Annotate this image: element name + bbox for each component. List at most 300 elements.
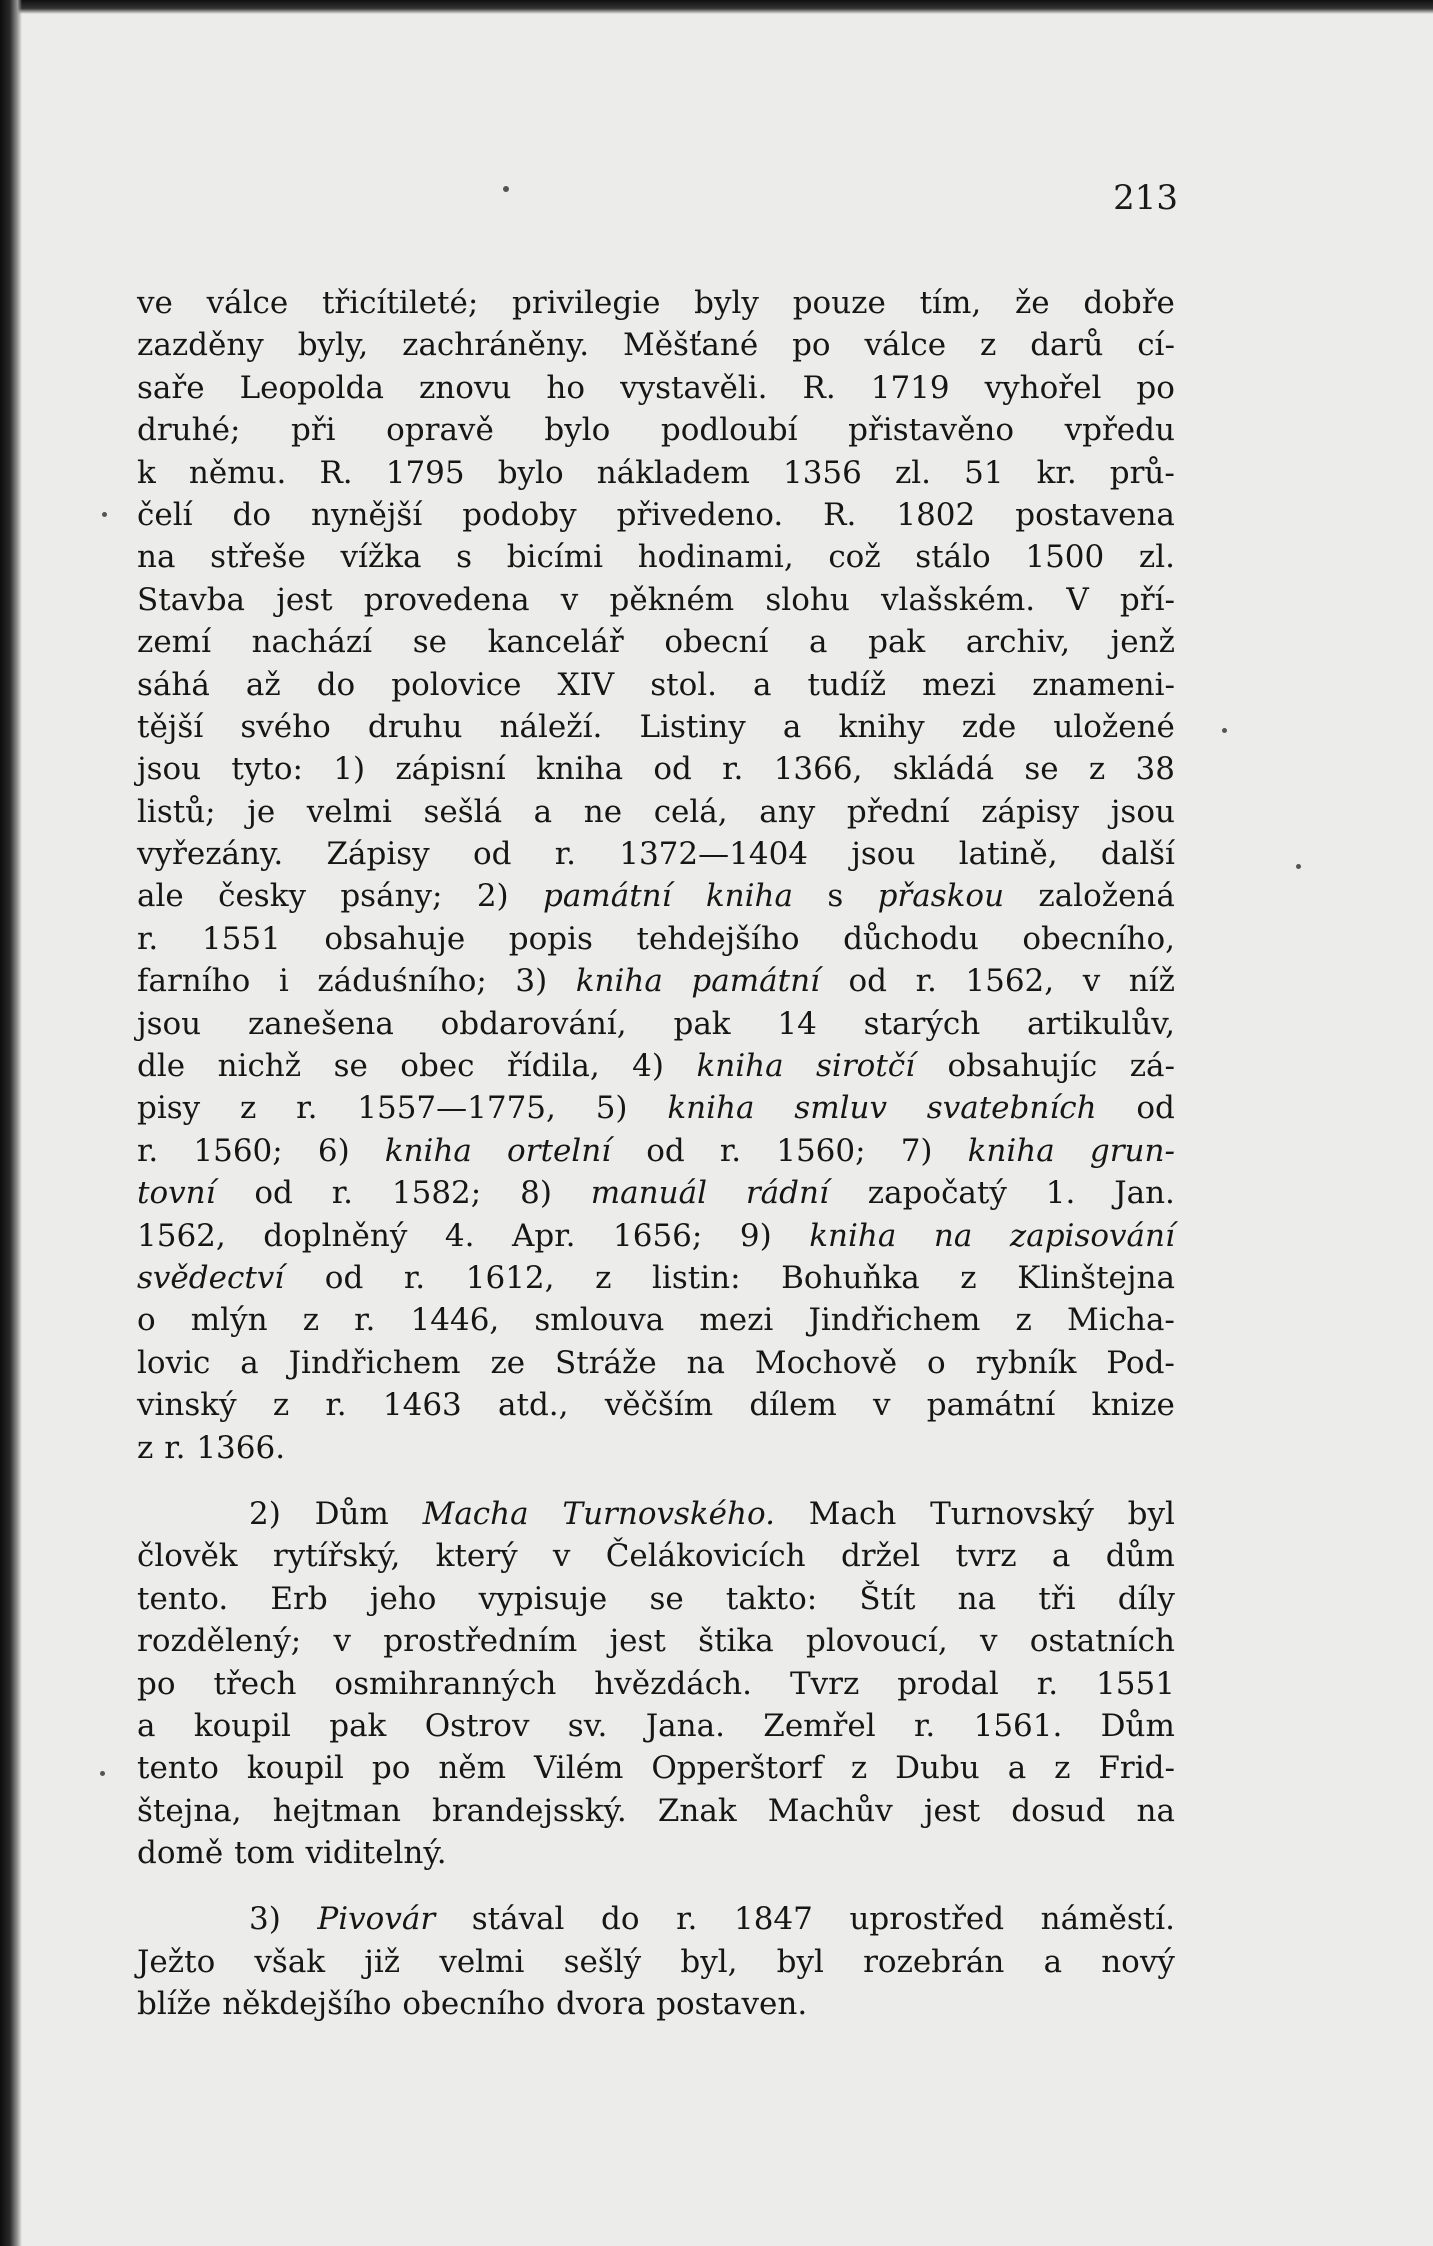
word: Ježto: [137, 1943, 216, 1980]
word: další: [1100, 836, 1175, 873]
word: hejtman: [272, 1792, 401, 1829]
word: dobře: [1083, 285, 1175, 321]
word: což: [828, 539, 881, 576]
word: Zemřel: [763, 1707, 876, 1744]
word: v: [560, 581, 579, 618]
word: 1582;: [391, 1175, 482, 1212]
word: polovice: [391, 666, 522, 703]
word: až: [245, 666, 281, 703]
word: po: [137, 1665, 176, 1702]
word: ale: [137, 878, 184, 915]
word: že: [1014, 285, 1050, 321]
word: doplněný: [263, 1217, 408, 1254]
word: 1560;: [193, 1132, 283, 1169]
text-line: [137, 367, 1175, 409]
italic-word: Macha: [422, 1495, 529, 1532]
word: opravě: [386, 412, 494, 449]
word: s: [456, 539, 473, 576]
word: 2): [476, 878, 509, 915]
word: a: [1007, 1750, 1027, 1787]
word: slohu: [765, 581, 850, 618]
word: archiv,: [965, 624, 1071, 661]
word: důchodu: [843, 920, 979, 957]
text-line: [137, 1215, 1175, 1257]
word: k: [137, 454, 156, 491]
word: 38: [1135, 751, 1175, 788]
word: Měšťané: [622, 327, 759, 364]
text-line: [137, 1620, 1175, 1662]
word: R.: [319, 454, 353, 491]
word: kancelář: [487, 624, 624, 661]
word: pouze: [792, 285, 886, 321]
word: dvora: [555, 1986, 646, 2023]
word: 4): [632, 1048, 664, 1085]
word: do: [232, 496, 272, 533]
word: blíže: [137, 1986, 212, 2023]
word: uložené: [1053, 708, 1175, 745]
italic-word: tovní: [137, 1175, 216, 1212]
italic-word: kniha: [575, 963, 663, 1000]
word: a: [809, 624, 828, 661]
word: ho: [546, 369, 586, 406]
word: r.: [719, 1132, 742, 1169]
text-line: [137, 1790, 1175, 1832]
word: XIV: [557, 666, 615, 703]
word: Zápisy: [326, 836, 430, 873]
word: přední: [846, 793, 950, 830]
word: třech: [213, 1665, 297, 1702]
word: zazděny: [137, 327, 264, 364]
word: a: [137, 1707, 156, 1744]
word: jsou: [851, 836, 916, 873]
word: náleží.: [499, 708, 603, 745]
text-line: [137, 1578, 1175, 1620]
word: řídila,: [506, 1048, 600, 1085]
word: zápisní: [395, 751, 506, 788]
word: r.: [325, 1387, 347, 1424]
word: mlýn: [190, 1302, 268, 1339]
word: tudíž: [807, 666, 887, 703]
word: podloubí: [660, 412, 798, 449]
word: se: [412, 624, 447, 661]
word: se: [333, 1048, 368, 1085]
word: takto:: [725, 1580, 818, 1617]
word: pěkném: [609, 581, 735, 618]
word: privilegie: [512, 285, 661, 321]
word: Listiny: [639, 708, 746, 745]
word: 1719: [870, 369, 950, 406]
italic-word: smluv: [794, 1090, 887, 1127]
word: Stráže: [555, 1344, 657, 1381]
word: jsou: [1110, 793, 1175, 830]
word: V: [1066, 581, 1089, 618]
word: smlouva: [534, 1302, 665, 1339]
text-line: [137, 791, 1175, 833]
word: Stavba: [137, 581, 246, 618]
word: nákladem: [596, 454, 750, 491]
italic-word: rádní: [745, 1175, 829, 1212]
word: zl.: [894, 454, 932, 491]
word: dům: [1105, 1538, 1175, 1575]
word: 5): [595, 1090, 628, 1127]
text-line: [137, 1832, 1175, 1874]
word: Micha-: [1066, 1302, 1175, 1339]
word: 51: [964, 454, 1004, 491]
word: stol.: [650, 666, 718, 703]
italic-word: Turnovského.: [562, 1495, 775, 1532]
italic-word: kniha: [384, 1132, 472, 1169]
word: z: [1015, 1302, 1032, 1339]
word: z: [850, 1750, 868, 1787]
word: zl.: [1138, 539, 1175, 576]
word: Pod-: [1106, 1344, 1175, 1381]
word: obecního: [402, 1986, 546, 2023]
word: z: [1088, 751, 1106, 788]
word: 8): [520, 1175, 552, 1212]
text-line: [137, 1172, 1175, 1214]
word: popis: [508, 920, 593, 957]
word: tehdejšího: [636, 920, 800, 957]
text-line: [137, 1663, 1175, 1705]
word: Jana.: [645, 1707, 725, 1744]
text-line: [137, 1941, 1175, 1983]
text-line: [137, 621, 1175, 663]
word: je: [247, 793, 276, 830]
word: nový: [1101, 1943, 1175, 1980]
word: Čelákovicích: [605, 1538, 806, 1575]
word: Turnovský: [930, 1495, 1094, 1532]
text-line: [137, 1705, 1175, 1747]
word: r.: [164, 1429, 186, 1466]
word: 1795: [385, 454, 465, 491]
word: tím,: [919, 285, 982, 321]
word: R.: [823, 496, 857, 533]
paragraph-gap: [137, 1874, 1175, 1898]
word: Klinštejna: [1017, 1259, 1175, 1296]
word: na: [686, 1344, 726, 1381]
word: vyhořel: [984, 369, 1102, 406]
word: započatý: [867, 1175, 1007, 1212]
word: vížka: [340, 539, 422, 576]
word: zápisy: [981, 793, 1080, 830]
word: po: [371, 1750, 411, 1787]
word: pisy: [137, 1090, 201, 1127]
word: farního: [137, 963, 251, 1000]
word: any: [759, 793, 816, 830]
word: plovoucí,: [806, 1623, 948, 1660]
word: i: [278, 963, 289, 1000]
word: česky: [218, 878, 306, 915]
word: němu.: [188, 454, 287, 491]
word: rozdělený;: [137, 1623, 302, 1660]
page-number: 213: [1113, 178, 1178, 218]
word: 1551: [1096, 1665, 1175, 1702]
word: štejna,: [137, 1792, 242, 1829]
word: r.: [1036, 1665, 1059, 1702]
italic-word: památní: [691, 963, 820, 1000]
word: se: [649, 1580, 684, 1617]
italic-word: památní: [542, 878, 672, 915]
word: na: [1136, 1792, 1175, 1829]
italic-word: kniha: [967, 1132, 1055, 1169]
word: 1560;: [776, 1132, 866, 1169]
word: a: [240, 1344, 259, 1381]
text-line: [137, 452, 1175, 494]
italic-word: manuál: [590, 1175, 707, 1212]
word: skládá: [892, 751, 995, 788]
italic-word: zapisování: [1009, 1217, 1175, 1254]
word: provedena: [363, 581, 530, 618]
word: člověk: [137, 1538, 238, 1575]
word: mezi: [922, 666, 997, 703]
word: byly: [694, 285, 759, 321]
ink-speck: [1222, 728, 1227, 733]
word: 6): [317, 1132, 350, 1169]
word: 2): [249, 1495, 281, 1532]
word: zde: [961, 708, 1017, 745]
word: byl: [1127, 1495, 1175, 1532]
word: záduśního;: [317, 963, 487, 1000]
text-line: [137, 1087, 1175, 1129]
word: postavena: [1015, 496, 1175, 533]
word: r.: [137, 920, 159, 957]
word: válce: [864, 327, 947, 364]
word: tento: [137, 1750, 219, 1787]
word: podoby: [462, 496, 577, 533]
text-line: [137, 1003, 1175, 1045]
word: bylo: [497, 454, 564, 491]
word: cí-: [1137, 327, 1175, 364]
word: Machův: [767, 1792, 893, 1829]
word: již: [364, 1943, 401, 1980]
word: 1.: [1045, 1175, 1076, 1212]
word: brandejsský.: [432, 1792, 627, 1829]
text-line: [137, 960, 1175, 1002]
text-line: [137, 833, 1175, 875]
word: z: [302, 1302, 320, 1339]
word: v: [979, 1623, 998, 1660]
word: lovic: [137, 1344, 211, 1381]
word: pak: [868, 624, 926, 661]
word: vypisuje: [478, 1580, 608, 1617]
word: dle: [137, 1048, 186, 1085]
word: r.: [722, 751, 744, 788]
word: r.: [915, 963, 937, 1000]
word: třicítileté;: [321, 285, 479, 321]
word: tři: [1038, 1580, 1076, 1617]
word: štika: [698, 1623, 774, 1660]
word: od: [646, 1132, 685, 1169]
word: r.: [296, 1090, 318, 1127]
word: Apr.: [511, 1217, 576, 1254]
word: postaven.: [656, 1986, 808, 2023]
page-spine-shadow: [0, 0, 22, 2246]
word: jenž: [1110, 624, 1175, 661]
word: v: [873, 1387, 891, 1424]
word: obsahuje: [324, 920, 466, 957]
word: latině,: [958, 836, 1058, 873]
word: čelí: [137, 496, 193, 533]
word: Vilém: [533, 1750, 624, 1787]
ink-speck: [102, 512, 107, 517]
word: 4.: [444, 1217, 475, 1254]
text-line: [137, 1130, 1175, 1172]
word: byly,: [297, 327, 369, 364]
word: ze: [490, 1344, 526, 1381]
word: držel: [840, 1538, 921, 1575]
word: z: [137, 1429, 154, 1466]
word: jest: [276, 581, 333, 618]
text-line: [137, 706, 1175, 748]
word: r.: [354, 1302, 376, 1339]
word: Mach: [808, 1495, 897, 1532]
word: znovu: [418, 369, 512, 406]
word: kniha: [535, 751, 624, 788]
word: jsou: [137, 751, 202, 788]
word: 1562,: [965, 963, 1055, 1000]
text-line: [137, 1898, 1175, 1940]
word: náměstí.: [1040, 1901, 1175, 1938]
word: jsou: [137, 1005, 202, 1042]
word: ostatních: [1029, 1623, 1175, 1660]
word: starých: [863, 1005, 981, 1042]
word: zá-: [1129, 1048, 1175, 1085]
word: 1557—1775,: [357, 1090, 556, 1127]
word: hvězdách.: [594, 1665, 752, 1702]
word: bicími: [506, 539, 604, 576]
word: jeho: [369, 1580, 437, 1617]
word: 1561.: [973, 1707, 1063, 1744]
word: koupil: [246, 1750, 344, 1787]
word: zemí: [137, 624, 211, 661]
word: 1551: [201, 920, 281, 957]
word: Mochově: [754, 1344, 898, 1381]
word: 1612,: [465, 1259, 555, 1296]
word: sáhá: [137, 666, 210, 703]
word: pak: [329, 1707, 387, 1744]
word: 3): [515, 963, 548, 1000]
word: 1): [333, 751, 366, 788]
ink-speck: [1296, 864, 1301, 869]
word: 1500: [1025, 539, 1105, 576]
word: obecní: [664, 624, 769, 661]
word: 1372—1404: [619, 836, 809, 873]
word: Erb: [270, 1580, 328, 1617]
word: stálo: [915, 539, 991, 576]
word: artikulův,: [1027, 1005, 1175, 1042]
word: tom: [234, 1835, 295, 1872]
word: byl,: [680, 1943, 738, 1980]
word: obecního,: [1022, 920, 1175, 957]
word: sv.: [567, 1707, 608, 1744]
word: r.: [137, 1132, 159, 1169]
word: nynější: [311, 496, 423, 533]
word: nichž: [217, 1048, 302, 1085]
word: přivedeno.: [616, 496, 784, 533]
word: uprostřed: [849, 1901, 1005, 1938]
word: dílem: [749, 1387, 837, 1424]
word: obsahujíc: [947, 1048, 1098, 1085]
word: o: [927, 1344, 946, 1381]
word: tvrz: [955, 1538, 1017, 1575]
word: jest: [923, 1792, 981, 1829]
text-line: [137, 579, 1175, 621]
word: byl: [776, 1943, 824, 1980]
word: svého: [240, 708, 331, 745]
word: přistavěno: [848, 412, 1015, 449]
word: do: [601, 1901, 640, 1938]
word: z: [1054, 1750, 1071, 1787]
word: ne: [583, 793, 623, 830]
word: 14: [777, 1005, 817, 1042]
word: však: [254, 1943, 326, 1980]
text-line: [137, 1045, 1175, 1087]
word: a: [533, 793, 553, 830]
word: velmi: [306, 793, 392, 830]
word: z: [595, 1259, 612, 1296]
word: pří-: [1119, 581, 1175, 618]
word: r.: [331, 1175, 354, 1212]
italic-word: kniha: [667, 1090, 755, 1127]
word: ve: [137, 285, 173, 321]
word: po: [792, 327, 831, 364]
word: při: [290, 412, 336, 449]
word: vpředu: [1064, 412, 1175, 449]
word: válce: [206, 285, 289, 321]
italic-word: svědectví: [137, 1259, 285, 1296]
word: 1446,: [410, 1302, 500, 1339]
word: 1802: [896, 496, 976, 533]
word: obec: [400, 1048, 475, 1085]
word: z: [979, 327, 997, 364]
word: od: [1136, 1090, 1175, 1127]
word: druhé;: [137, 412, 241, 449]
word: v: [552, 1538, 571, 1575]
word: zanešena: [247, 1005, 394, 1042]
word: z: [240, 1090, 257, 1127]
word: vyřezány.: [137, 836, 284, 873]
word: jest: [609, 1623, 666, 1660]
word: 3): [249, 1901, 281, 1938]
italic-word: grun-: [1089, 1132, 1175, 1169]
word: rybník: [975, 1344, 1077, 1381]
text-line: [137, 1535, 1175, 1577]
word: mezi: [699, 1302, 774, 1339]
word: Jindřichem: [288, 1344, 461, 1381]
text-line: [137, 536, 1175, 578]
ink-speck: [100, 1771, 105, 1776]
word: Bohuňka: [781, 1259, 920, 1296]
word: Ostrov: [424, 1707, 530, 1744]
word: hodinami,: [637, 539, 794, 576]
word: r.: [913, 1707, 936, 1744]
word: rozebrán: [863, 1943, 1005, 1980]
word: Dům: [314, 1495, 389, 1532]
word: celá,: [653, 793, 728, 830]
word: památní: [926, 1387, 1056, 1424]
word: domě: [137, 1835, 224, 1872]
word: Tvrz: [789, 1665, 860, 1702]
word: a: [1051, 1538, 1071, 1575]
word: který: [435, 1538, 518, 1575]
word: druhu: [367, 708, 463, 745]
word: díly: [1117, 1580, 1175, 1617]
word: prů-: [1109, 454, 1175, 491]
text-line: [137, 409, 1175, 451]
word: sešlá: [423, 793, 503, 830]
word: od: [653, 751, 692, 788]
word: 1463: [382, 1387, 462, 1424]
